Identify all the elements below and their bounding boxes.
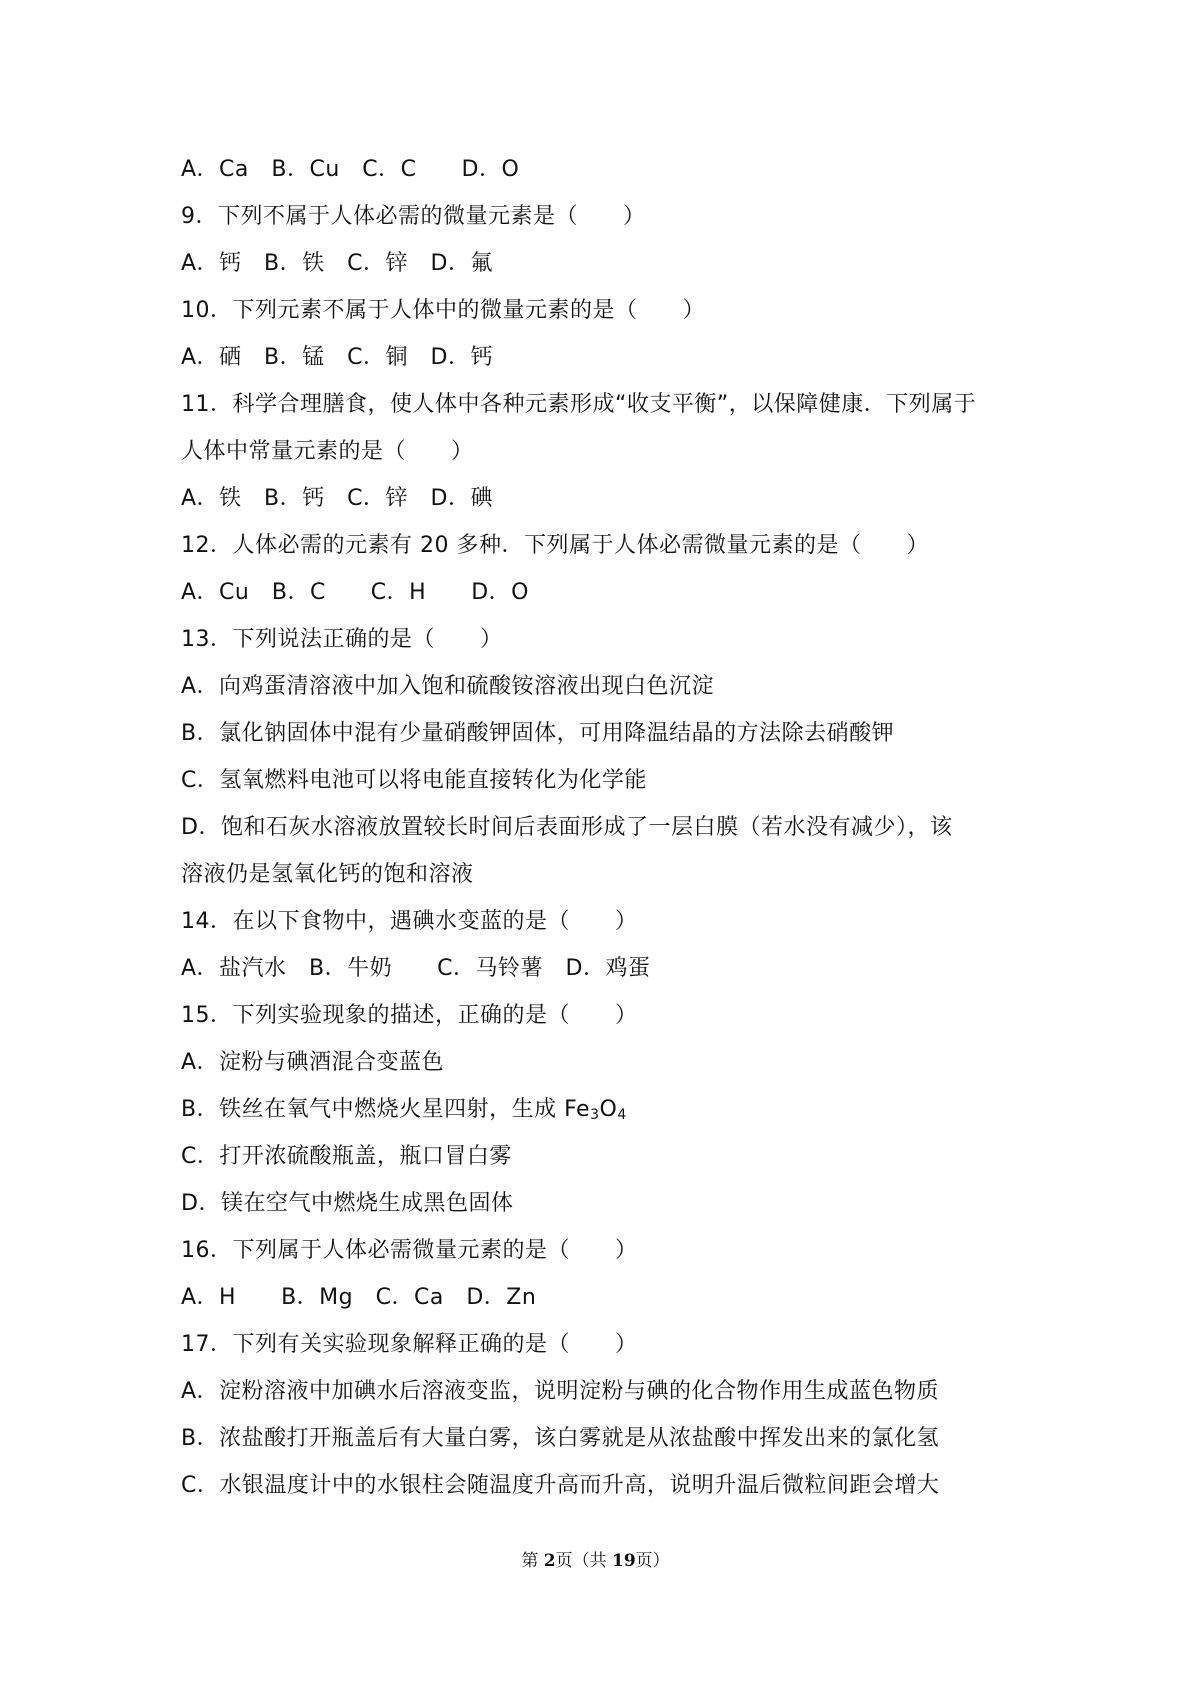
option-15d: D．镁在空气中燃烧生成黑色固体 <box>181 1191 514 1216</box>
footer-prefix: 第 <box>521 1551 544 1571</box>
options-16: A．H B．Mg C．Ca D．Zn <box>181 1285 537 1310</box>
page-number: 2 <box>543 1551 556 1571</box>
question-text <box>181 146 1041 1509</box>
footer-middle: 页（共 <box>555 1551 612 1571</box>
options-14: A．盐汽水 B．牛奶 C．马铃薯 D．鸡蛋 <box>181 956 651 981</box>
option-15b <box>181 1086 1041 1133</box>
option-13a: A．向鸡蛋清溶液中加入饱和硫酸铵溶液出现白色沉淀 <box>181 674 715 699</box>
question-15: 15．下列实验现象的描述，正确的是（ ） <box>181 1003 638 1028</box>
question-13: 13．下列说法正确的是（ ） <box>181 627 503 652</box>
subscript: 4 <box>617 1107 627 1123</box>
text-line: A．Ca B．Cu C．C D．O <box>181 157 520 182</box>
option-17a: A．淀粉溶液中加碘水后溶液变监，说明淀粉与碘的化合物作用生成蓝色物质 <box>181 1379 940 1404</box>
question-11: 11．科学合理膳食，使人体中各种元素形成“收支平衡”，以保障健康．下列属于 <box>181 392 977 417</box>
option-13d: D．饱和石灰水溶液放置较长时间后表面形成了一层白膜（若水没有减少），该 <box>181 815 953 840</box>
option-15b-text: B．铁丝在氧气中燃烧火星四射，生成 Fe <box>181 1097 591 1122</box>
options-12: A．Cu B．C C．H D．O <box>181 580 529 605</box>
option-15a: A．淀粉与碘酒混合变蓝色 <box>181 1050 445 1075</box>
question-10: 10．下列元素不属于人体中的微量元素的是（ ） <box>181 298 705 323</box>
subscript: 3 <box>590 1107 600 1123</box>
option-13d-cont: 溶液仍是氢氧化钙的饱和溶液 <box>181 862 474 887</box>
question-11-cont: 人体中常量元素的是（ ） <box>181 439 474 464</box>
question-9: 9．下列不属于人体必需的微量元素是（ ） <box>181 204 646 229</box>
options-11: A．铁 B．钙 C．锌 D．碘 <box>181 486 493 511</box>
option-17b: B．浓盐酸打开瓶盖后有大量白雾，该白雾就是从浓盐酸中挥发出来的氯化氢 <box>181 1426 940 1451</box>
option-13b: B．氯化钠固体中混有少量硝酸钾固体，可用降温结晶的方法除去硝酸钾 <box>181 721 895 746</box>
question-12: 12．人体必需的元素有 20 多种．下列属于人体必需微量元素的是（ ） <box>181 533 929 558</box>
options-9: A．钙 B．铁 C．锌 D．氟 <box>181 251 493 276</box>
option-17c: C．水银温度计中的水银柱会随温度升高而升高，说明升温后微粒间距会增大 <box>181 1473 940 1498</box>
question-14: 14．在以下食物中，遇碘水变蓝的是（ ） <box>181 909 638 934</box>
option-13c: C．氢氧燃料电池可以将电能直接转化为化学能 <box>181 768 647 793</box>
option-15b-formula: O <box>599 1097 618 1122</box>
option-15c: C．打开浓硫酸瓶盖，瓶口冒白雾 <box>181 1144 512 1169</box>
question-16: 16．下列属于人体必需微量元素的是（ ） <box>181 1238 638 1263</box>
question-17: 17．下列有关实验现象解释正确的是（ ） <box>181 1332 638 1357</box>
options-10: A．硒 B．锰 C．铜 D．钙 <box>181 345 493 370</box>
page-total: 19 <box>611 1551 636 1571</box>
footer-suffix: 页） <box>635 1551 670 1571</box>
page-footer <box>0 1546 1191 1571</box>
